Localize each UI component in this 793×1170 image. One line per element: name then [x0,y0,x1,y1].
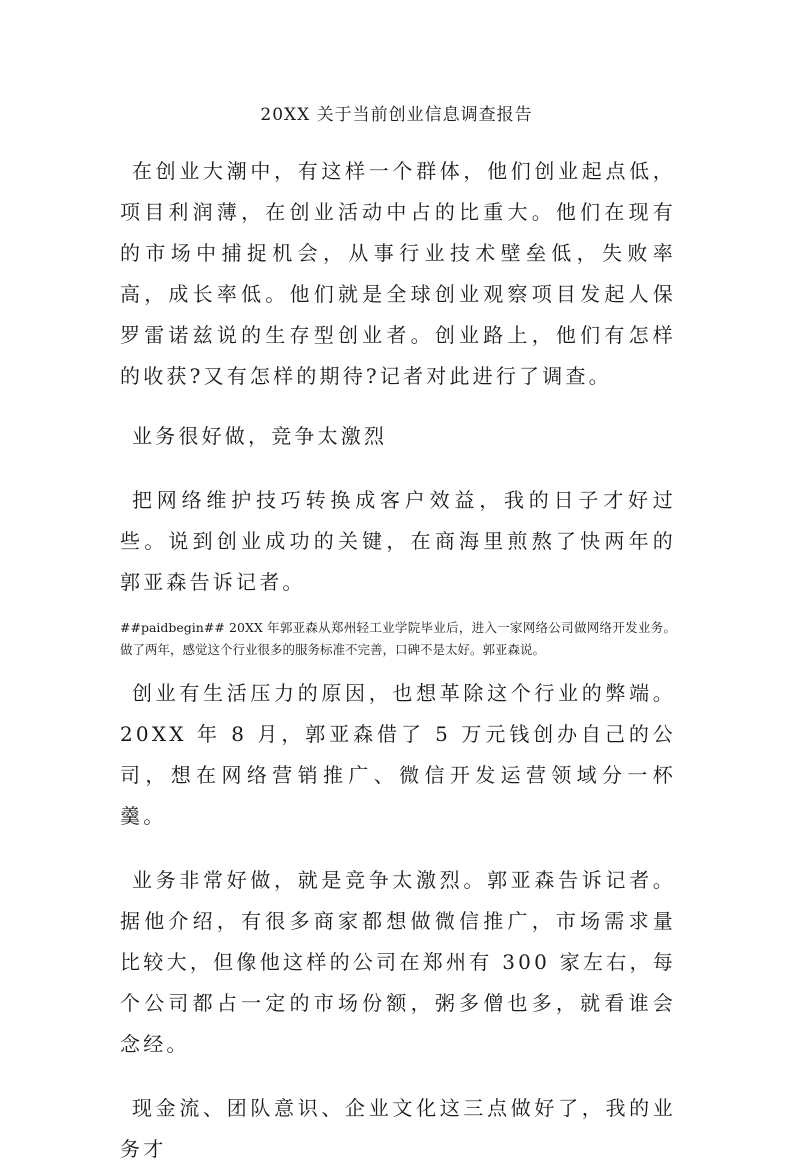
paragraph-keys: 现金流、团队意识、企业文化这三点做好了，我的业务才 [120,1096,676,1161]
paragraph-intro: 在创业大潮中，有这样一个群体，他们创业起点低，项目利润薄，在创业活动中占的比重大。他们在现有的市场中捕捉机会，从事行业技术壁垒低，失败率高，成长率低。他们就是全球创业观察项目发起人保罗雷诺兹说的生存型创业者。创业路上，他们有怎样的收获?又有怎样的期待?记者对此进行了调查。 [120,159,676,388]
paragraph-quote: 把网络维护技巧转换成客户效益，我的日子才好过些。说到创业成功的关键，在商海里煎熬了快两年的郭亚森告诉记者。 [120,488,676,594]
paragraph-small-note: ##paidbegin## 20XX 年郭亚森从郑州轻工业学院毕业后，进入一家网络公司做网络开发业务。做了两年，感觉这个行业很多的服务标准不完善，口碑不是太好。郭亚森说。 [120,620,676,657]
document-body [120,151,676,1170]
paragraph-startup: 创业有生活压力的原因，也想革除这个行业的弊端。20XX 年 8 月，郭亚森借了 5 万元钱创办自己的公司，想在网络营销推广、微信开发运营领域分一杯羹。 [120,681,676,828]
paragraph-competition: 业务非常好做，就是竞争太激烈。郭亚森告诉记者。据他介绍，有很多商家都想做微信推广，市场需求量比较大，但像他这样的公司在郑州有 300 家左右，每个公司都占一定的市场份额，粥多僧也多，就看谁会念经。 [120,868,676,1056]
document-title: 20XX 关于当前创业信息调查报告 [260,105,533,125]
section-heading: 业务很好做，竞争太激烈 [132,424,388,448]
